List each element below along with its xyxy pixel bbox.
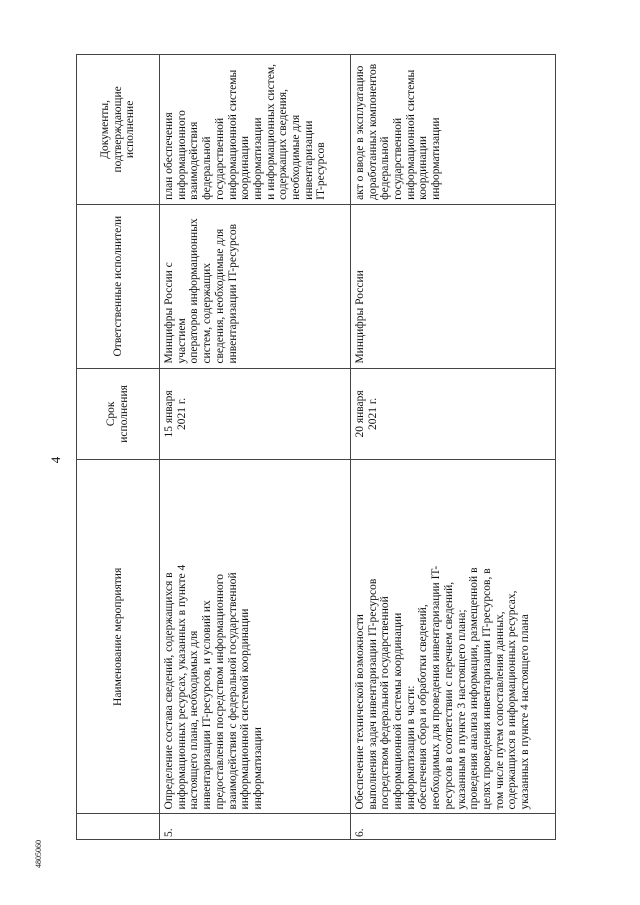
row-term: 20 января 2021 г. xyxy=(350,368,555,460)
measures-table-container xyxy=(76,54,556,840)
row-number: 6. xyxy=(350,814,555,840)
measures-table xyxy=(76,54,556,840)
table-row xyxy=(160,55,351,840)
row-executors: Минцифры России xyxy=(350,204,555,368)
table-header-row xyxy=(77,55,160,840)
row-documents: акт о вводе в эксплуатацию доработанных компонентов федеральной государственной информационной системы координации информатизации xyxy=(350,55,555,205)
document-id: 4805060 xyxy=(34,840,43,868)
header-name: Наименование мероприятия xyxy=(77,460,160,814)
header-term: Срок исполнения xyxy=(77,368,160,460)
row-name: Определение состава сведений, содержащихся в информационных ресурсах, указанных в пункте 4 настоящего плана, необходимых для инвентаризации IT-ресурсов, и условий их предоставления посредством информационного взаимодействия с федеральной государственной информационной системой координации информатизации xyxy=(160,460,351,814)
row-term: 15 января 2021 г. xyxy=(160,368,351,460)
header-documents: Документы, подтверждающие исполнение xyxy=(77,55,160,205)
table-row xyxy=(350,55,555,840)
row-number: 5. xyxy=(160,814,351,840)
row-name: Обеспечение технической возможности выполнения задач инвентаризации IT-ресурсов посредством федеральной государственной информационной системы координации информатизации в части: обеспечения сбора и обработки сведений, необходимых для проведения инвентаризации IT- ресурсов в соответствии с перечнем сведений, указанным в пункте 3 настоящего плана; проведения анализа информации, размещенной в целях проведения инвентаризации IT-ресурсов, в том числе путем сопоставления данных, содержащихся в информационных ресурсах, указанных в пункте 4 настоящего плана xyxy=(350,460,555,814)
page-number: 4 xyxy=(48,456,63,464)
header-executors: Ответственные исполнители xyxy=(77,204,160,368)
row-executors: Минцифры России с участием операторов информационных систем, содержащих сведения, необходимые для инвентаризации IT-ресурсов xyxy=(160,204,351,368)
row-documents: план обеспечения информационного взаимодействия федеральной государственной информационной системы координации информатизации и информационных систем, содержащих сведения, необходимые для инвентаризации IT-ресурсов xyxy=(160,55,351,205)
header-num xyxy=(77,814,160,840)
rotated-table xyxy=(76,54,556,840)
